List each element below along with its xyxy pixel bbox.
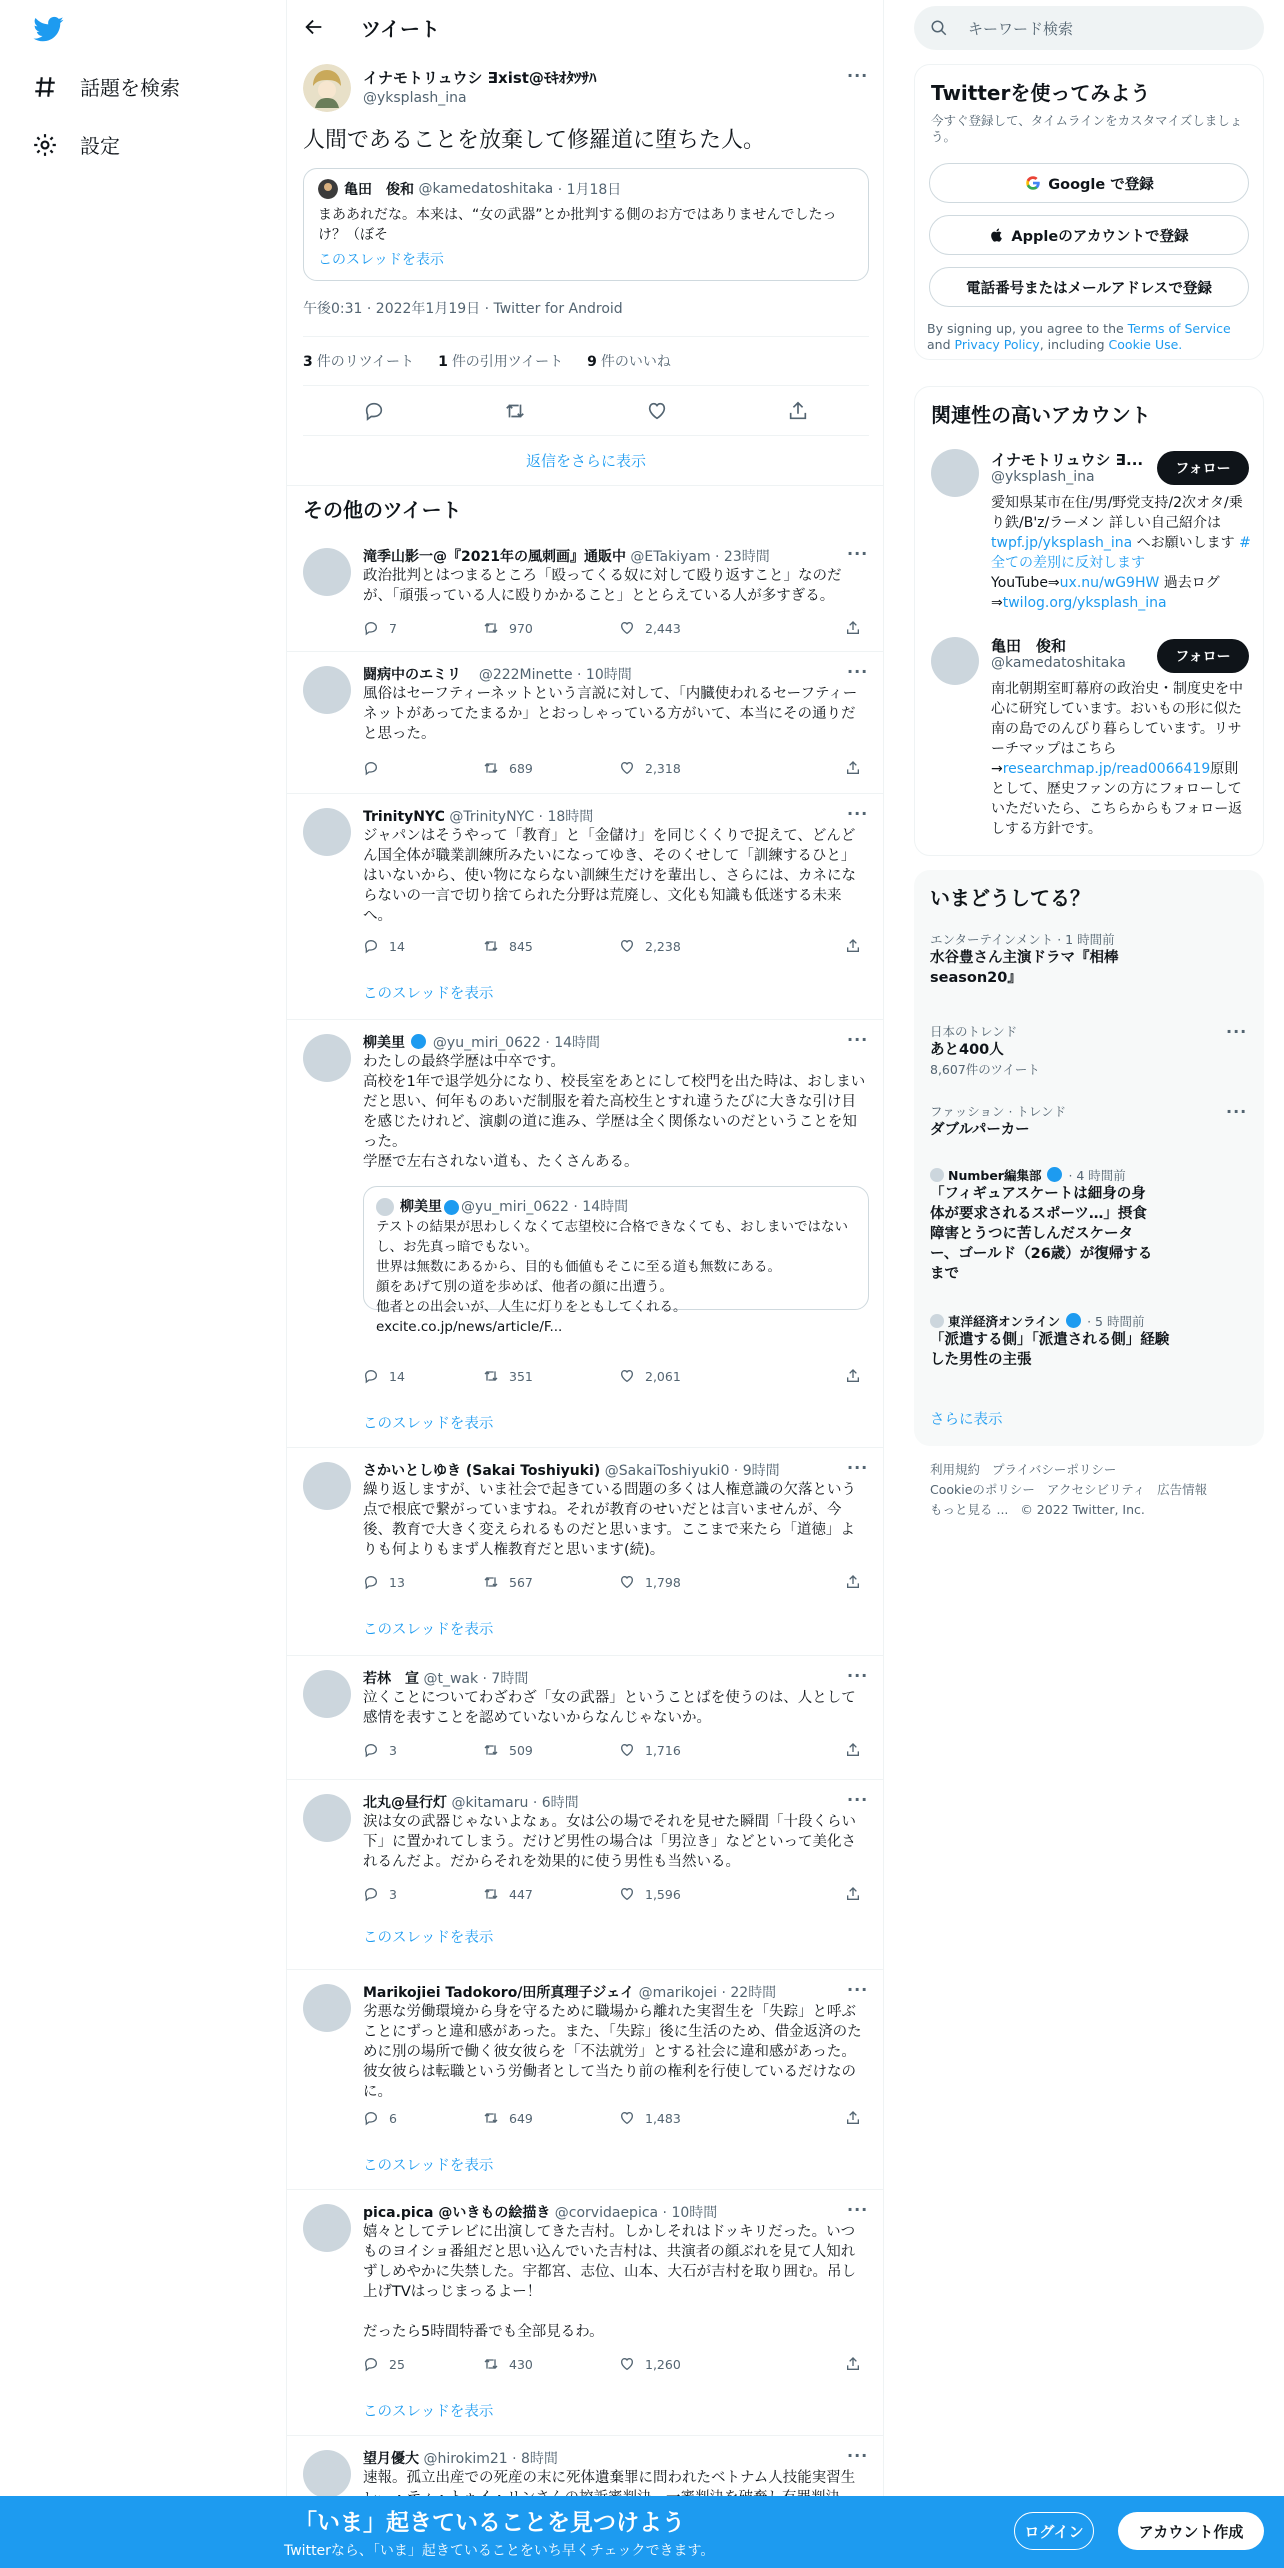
- quote-author-handle: @kamedatoshitaka: [418, 181, 554, 197]
- news-item[interactable]: [930, 1312, 1170, 1370]
- avatar[interactable]: [303, 1034, 351, 1082]
- source-avatar: [930, 1314, 944, 1328]
- show-thread-link[interactable]: このスレッドを表示: [363, 1622, 494, 1638]
- tweet-text: 風俗はセーフティーネットという言説に対して、「内臓使われるセーフティーネットがあってたまるか」とおっしゃっている方がいて、本当にその通りだと思った。: [363, 686, 858, 742]
- share-button[interactable]: [845, 2110, 871, 2126]
- nav-settings[interactable]: [32, 130, 120, 159]
- trends-panel: [914, 870, 1264, 1446]
- footer-link[interactable]: もっと見る ...: [930, 1502, 1009, 1517]
- reply-button[interactable]: [363, 1574, 405, 1590]
- share-icon: [845, 2356, 861, 2372]
- footer-link[interactable]: Cookieのポリシー: [930, 1482, 1035, 1497]
- like-icon: [619, 1574, 635, 1590]
- tweet-text: 速報。孤立出産での死産の末に死体遺棄罪に問われたベトナム人技能実習生: [363, 2470, 856, 2486]
- avatar[interactable]: [303, 1462, 351, 1510]
- google-signup-label: Google で登録: [1048, 176, 1154, 193]
- tweet-text: わたしの最終学歴は中卒です。 高校を1年で退学処分になり、校長室をあとにして校門を出た時は、おしまいだと思い、何年ものあいだ制服を着た高校生とすれ違うたびに大きな引け目を感じたけれど、演劇の道に進み、学歴は全く関係ないのだということを知った。 学歴で左右されない道も、たくさんある。: [363, 1054, 866, 1170]
- retweet-icon: [483, 1574, 499, 1590]
- share-icon: [845, 1886, 861, 1902]
- show-thread-link[interactable]: このスレッドを表示: [363, 2158, 494, 2174]
- like-icon: [619, 1886, 635, 1902]
- reply-icon: [363, 1368, 379, 1384]
- reply-button[interactable]: [363, 2110, 397, 2126]
- verified-badge-icon: [444, 1200, 459, 1215]
- quote-author-name: 亀田 俊和: [344, 182, 414, 198]
- tweet-text: 泣くことについてわざわざ「女の武器」ということばを使うのは、人として感情を表すことを認めていないからなんじゃないか。: [363, 1690, 856, 1726]
- retweet-icon: [483, 1368, 499, 1384]
- quoted-tweet[interactable]: [363, 1186, 869, 1335]
- footer-link[interactable]: 利用規約: [930, 1462, 981, 1477]
- retweet-count: 509: [509, 1742, 533, 1758]
- more-options-icon[interactable]: ···: [847, 1458, 869, 1477]
- reply-button[interactable]: [363, 620, 397, 636]
- trend-count: 8,607件のツイート: [930, 1062, 1040, 1077]
- quote-avatar: [376, 1198, 394, 1216]
- share-icon: [845, 938, 861, 954]
- trend-name: 水谷豊さん主演ドラマ『相棒season20』: [930, 950, 1119, 986]
- reply-icon: [363, 938, 379, 954]
- more-options-icon[interactable]: ···: [847, 66, 869, 85]
- share-icon: [845, 1368, 861, 1384]
- cookie-link[interactable]: Cookie Use.: [1108, 337, 1183, 352]
- share-icon: [845, 760, 861, 776]
- avatar[interactable]: [303, 64, 351, 112]
- retweet-button[interactable]: [483, 620, 533, 636]
- share-icon: [845, 1574, 861, 1590]
- other-tweets-heading: その他のツイート: [303, 498, 462, 522]
- reply-button[interactable]: [363, 1742, 397, 1758]
- account-bio: 南北朝期室町幕府の政治史・制度史を中心に研究しています。おいもの形に似た南の島でのんびり暮らしています。リサーチマップはこちら→researchmap.jp/read0066419原則として、歴史ファンの方にフォローしていただいたら、こちらからもフォロー返しする方針です。: [991, 681, 1243, 837]
- trend-item[interactable]: [930, 1022, 1240, 1078]
- related-accounts-panel: [914, 386, 1264, 856]
- reply-button[interactable]: [363, 1886, 397, 1902]
- show-thread-link[interactable]: このスレッドを表示: [363, 1930, 494, 1946]
- like-icon: [619, 1368, 635, 1384]
- google-signup-button[interactable]: [929, 163, 1249, 203]
- more-options-icon[interactable]: ···: [847, 544, 869, 563]
- tweet-actions: [363, 2110, 803, 2130]
- signup-banner: [0, 2496, 1284, 2568]
- tweet-author-handle: @SakaiToshiyuki0 · 9時間: [604, 1463, 780, 1479]
- tweet-author-name[interactable]: Marikojiei Tadokoro/田所真理子ジェイ: [363, 1985, 635, 2001]
- trend-name: ダブルパーカー: [930, 1122, 1030, 1138]
- avatar[interactable]: [303, 548, 351, 596]
- like-count: 2,238: [645, 938, 681, 954]
- tweet-text: 政治批判とはつまるところ「殴ってくる奴に対して殴り返すこと」なのだが、「頑張っている人に殴りかかること」ととらえている人が多すぎる。: [363, 568, 842, 604]
- like-icon: [619, 760, 635, 776]
- tweet-author-name[interactable]: pica.pica @いきもの絵描き: [363, 2205, 551, 2221]
- reply-icon: [363, 1574, 379, 1590]
- tweet-header: [287, 0, 883, 54]
- retweet-icon: [483, 1886, 499, 1902]
- retweet-button[interactable]: [483, 938, 533, 954]
- gear-icon: [32, 132, 58, 158]
- tweet-actions: [363, 2356, 803, 2376]
- tweet-actions: [303, 386, 869, 436]
- tweet-actions: [363, 1886, 803, 1906]
- quotes-count[interactable]: 1 件の引用ツイート: [438, 354, 564, 370]
- more-options-icon[interactable]: ···: [1226, 1022, 1248, 1041]
- tweet-timestamp[interactable]: 午後0:31 · 2022年1月19日 · Twitter for Android: [303, 301, 623, 317]
- reply-count: 6: [389, 2110, 397, 2126]
- reply-button[interactable]: [363, 1368, 405, 1384]
- twitter-bird-icon[interactable]: [32, 14, 66, 44]
- trend-category: 日本のトレンド: [930, 1024, 1018, 1039]
- share-icon[interactable]: [787, 400, 809, 422]
- tweet-author-name[interactable]: 闘病中のエミリ: [363, 667, 461, 683]
- news-item[interactable]: [930, 1166, 1160, 1284]
- reply-count: 13: [389, 1574, 405, 1590]
- trend-name: あと400人: [930, 1042, 1004, 1058]
- like-icon: [619, 620, 635, 636]
- footer-link[interactable]: プライバシーポリシー: [991, 1462, 1117, 1477]
- retweet-count: 430: [509, 2356, 533, 2372]
- reply-count: 3: [389, 1886, 397, 1902]
- reply-count: 7: [389, 620, 397, 636]
- tweet-actions: [363, 1368, 803, 1388]
- more-options-icon[interactable]: ···: [1226, 1102, 1248, 1121]
- like-count: 2,443: [645, 620, 681, 636]
- bio-hashtag[interactable]: #全ての差別に反対します: [991, 535, 1251, 571]
- show-more-trends-link[interactable]: さらに表示: [930, 1412, 1003, 1428]
- reply-count: 14: [389, 1368, 405, 1384]
- retweet-count: 649: [509, 2110, 533, 2126]
- related-accounts-title: 関連性の高いアカウント: [931, 403, 1151, 427]
- follow-button[interactable]: フォロー: [1157, 639, 1249, 673]
- retweet-icon: [483, 2356, 499, 2372]
- tweet-item[interactable]: [287, 1020, 884, 1448]
- share-icon: [845, 1742, 861, 1758]
- like-button[interactable]: [619, 938, 681, 954]
- trend-category: ファッション · トレンド: [930, 1104, 1067, 1119]
- tweet-author-handle: @222Minette · 10時間: [478, 667, 632, 683]
- tweet-text: 劣悪な労働環境から身を守るために職場から離れた実習生を「失踪」と呼ぶことにずっと違和感があった。また、「失踪」後に生活のため、借金返済のために別の場所で働く彼女彼らを「不法就労」とする社会に違和感があった。彼女彼らは転職という労働者として当たり前の権利を行使しているだけなのに。: [363, 2004, 862, 2100]
- reply-count: 3: [389, 1742, 397, 1758]
- avatar[interactable]: [931, 449, 979, 497]
- avatar[interactable]: [303, 808, 351, 856]
- like-count: 1,483: [645, 2110, 681, 2126]
- reply-icon: [363, 1886, 379, 1902]
- avatar[interactable]: [303, 1670, 351, 1718]
- like-count: 1,260: [645, 2356, 681, 2372]
- like-icon[interactable]: [646, 400, 668, 422]
- avatar[interactable]: [303, 2450, 351, 2498]
- bio-link[interactable]: ux.nu/wG9HW: [1059, 575, 1160, 591]
- trend-item[interactable]: [930, 930, 1240, 988]
- share-icon: [845, 2110, 861, 2126]
- retweet-count: 351: [509, 1368, 533, 1384]
- tweet-item[interactable]: [287, 2190, 884, 2436]
- tweet-author-handle: @marikojei · 22時間: [638, 1985, 777, 2001]
- main-tweet-author[interactable]: [303, 64, 596, 112]
- tweet-text: 涙は女の武器じゃないよなぁ。女は公の場でそれを見せた瞬間「十段くらい下」に置かれてしまう。だけど男性の場合は「男泣き」などといって美化されるんだよ。だからそれを効果的に使う男性も当然いる。: [363, 1814, 856, 1870]
- more-options-icon[interactable]: ···: [847, 1666, 869, 1685]
- search-icon: [930, 19, 948, 37]
- quote-date: · 1月18日: [557, 182, 622, 198]
- quote-thread-link[interactable]: このスレッドを表示: [318, 252, 444, 268]
- retweet-count: 689: [509, 760, 533, 776]
- tweet-item[interactable]: [287, 652, 884, 794]
- like-button[interactable]: [619, 1574, 681, 1590]
- account-handle: @yksplash_ina: [991, 469, 1095, 485]
- apple-signup-button[interactable]: [929, 215, 1249, 255]
- signup-title: Twitterを使ってみよう: [931, 81, 1151, 105]
- like-count: 2,061: [645, 1368, 681, 1384]
- avatar[interactable]: [303, 1794, 351, 1842]
- reply-button[interactable]: [363, 760, 389, 776]
- retweet-button[interactable]: [483, 2110, 533, 2126]
- retweet-count: 970: [509, 620, 533, 636]
- search-input[interactable]: キーワード検索: [968, 19, 1074, 38]
- retweet-count: 447: [509, 1886, 533, 1902]
- avatar[interactable]: [303, 2204, 351, 2252]
- share-icon: [845, 620, 861, 636]
- retweet-button[interactable]: [483, 2356, 533, 2372]
- like-icon: [619, 938, 635, 954]
- tweet-author-handle: @t_wak · 7時間: [423, 1671, 529, 1687]
- retweets-count[interactable]: 3 件のリツイート: [303, 354, 415, 370]
- quote-author-handle: @yu_miri_0622 · 14時間: [461, 1199, 629, 1215]
- like-count: 1,596: [645, 1886, 681, 1902]
- tweet-author-name[interactable]: 柳美里: [363, 1035, 405, 1051]
- retweet-count: 567: [509, 1574, 533, 1590]
- quote-text: テストの結果が思わしくなくて志望校に合格できなくても、おしまいではないし、お先真っ暗でもない。 世界は無数にあるから、目的も価値もそこに至る道も無数にある。 顔をあげて別の道を歩めば、他者の顔に出遭う。 他者との出会いが、人生に灯りをともしてくれる。 excite.co.jp/news/article/F...: [376, 1219, 848, 1335]
- tweet-text: 嬉々としてテレビに出演してきた吉村。しかしそれはドッキリだった。いつものヨイショ番組だと思い込んでいた吉村は、共演者の顔ぶれを見て人知れずしめやかに失禁した。宇都宮、志位、山本、大石が吉村を取り囲む。吊し上げTVはっじまっるよー！ だったら5時間特番でも全部見るわ。: [363, 2224, 856, 2340]
- news-source: Number編集部 · 4 時間前: [930, 1166, 1160, 1184]
- footer-links: [930, 1460, 1250, 1520]
- search-bar[interactable]: [914, 6, 1264, 50]
- tweet-stats: [303, 336, 869, 386]
- quote-text: まああれだな。本来は、“女の武器”とか批判する側のお方ではありませんでしたっけ？（ぼそ: [318, 207, 837, 243]
- tweet-actions: [363, 1574, 803, 1594]
- share-button[interactable]: [845, 760, 871, 776]
- trend-category: エンターテインメント · 1 時間前: [930, 932, 1115, 947]
- reply-icon: [363, 2110, 379, 2126]
- tweet-author-handle: @ETakiyam · 23時間: [630, 549, 770, 565]
- create-account-button[interactable]: アカウント作成: [1118, 2512, 1264, 2550]
- google-icon: [1024, 174, 1042, 192]
- avatar[interactable]: [303, 1984, 351, 2032]
- retweet-count: 845: [509, 938, 533, 954]
- reply-button[interactable]: [363, 2356, 405, 2372]
- retweet-button[interactable]: [483, 1742, 533, 1758]
- tweet-item[interactable]: [287, 1656, 884, 1780]
- show-more-replies-link[interactable]: 返信をさらに表示: [287, 436, 884, 486]
- more-options-icon[interactable]: ···: [847, 804, 869, 823]
- like-icon: [619, 2356, 635, 2372]
- tweet-actions: [363, 760, 803, 780]
- retweet-icon: [483, 938, 499, 954]
- like-button[interactable]: [619, 620, 681, 636]
- reply-icon: [363, 1742, 379, 1758]
- nav-explore-label: 話題を検索: [80, 76, 180, 100]
- trends-title: いまどうしてる？: [930, 886, 1090, 910]
- signup-terms: By signing up, you agree to the Terms of Service and Privacy Policy, including Cookie Use.: [927, 321, 1231, 352]
- login-button[interactable]: ログイン: [1014, 2512, 1094, 2550]
- tweet-author-handle: @hirokim21 · 8時間: [423, 2451, 558, 2467]
- tweet-author-name[interactable]: 若林 宣: [363, 1671, 419, 1687]
- retweet-button[interactable]: [483, 1886, 533, 1902]
- author-handle: @yksplash_ina: [363, 90, 467, 106]
- like-button[interactable]: [619, 760, 681, 776]
- account-name[interactable]: 亀田 俊和: [991, 637, 1067, 655]
- retweet-button[interactable]: [483, 760, 533, 776]
- tweet-author-handle: @TrinityNYC · 18時間: [449, 809, 594, 825]
- trend-item[interactable]: [930, 1102, 1240, 1140]
- retweet-button[interactable]: [483, 1574, 533, 1590]
- phone-email-signup-button[interactable]: [929, 267, 1249, 307]
- footer-link[interactable]: 広告情報: [1157, 1482, 1208, 1497]
- share-button[interactable]: [845, 1574, 871, 1590]
- tweet-item[interactable]: [287, 1970, 884, 2190]
- page-title: ツイート: [361, 16, 440, 41]
- quoted-tweet[interactable]: [303, 168, 869, 281]
- retweet-icon[interactable]: [504, 400, 526, 422]
- privacy-link[interactable]: Privacy Policy: [954, 337, 1040, 352]
- share-button[interactable]: [845, 2356, 871, 2372]
- like-button[interactable]: [619, 1742, 681, 1758]
- signup-subtitle: 今すぐ登録して、タイムラインをカスタマイズしましょう。: [931, 113, 1243, 144]
- like-icon: [619, 2110, 635, 2126]
- tweet-author-name[interactable]: TrinityNYC: [363, 809, 445, 825]
- account-bio: 愛知県某市在住/男/野党支持/2次オタ/乗り鉄/B'z/ラーメン 詳しい自己紹介は twpf.jp/yksplash_ina へお願いします #全ての差別に反対します YouTube⇒ux.nu/wG9HW 過去ログ⇒twilog.org/yksplash_ina: [991, 495, 1251, 611]
- tweet-author-handle: @yu_miri_0622 · 14時間: [432, 1035, 601, 1051]
- tweet-item[interactable]: [287, 794, 884, 1020]
- tweet-author-name[interactable]: 滝季山影一@『2021年の風刺画』通販中: [363, 549, 626, 565]
- left-nav: [0, 0, 285, 2568]
- hashtag-icon: [32, 74, 58, 100]
- like-count: 1,798: [645, 1574, 681, 1590]
- like-count: 1,716: [645, 1742, 681, 1758]
- share-button[interactable]: [845, 938, 871, 954]
- like-button[interactable]: [619, 1886, 681, 1902]
- tweet-actions: [363, 620, 803, 640]
- show-thread-link[interactable]: このスレッドを表示: [363, 1416, 494, 1432]
- tweet-item[interactable]: [287, 534, 884, 652]
- banner-title: 「いま」起きていることを見つけよう: [294, 2510, 685, 2536]
- avatar[interactable]: [303, 666, 351, 714]
- like-button[interactable]: [619, 1368, 681, 1384]
- main-column: [286, 0, 884, 2568]
- retweet-icon: [483, 2110, 499, 2126]
- apple-icon: [989, 227, 1005, 243]
- reply-button[interactable]: [363, 938, 405, 954]
- reply-icon: [363, 2356, 379, 2372]
- bio-link[interactable]: twpf.jp/yksplash_ina: [991, 535, 1133, 551]
- news-source: 東洋経済オンライン · 5 時間前: [930, 1312, 1170, 1330]
- reply-count: 25: [389, 2356, 405, 2372]
- terms-link[interactable]: Terms of Service: [1127, 321, 1231, 336]
- banner-subtitle: Twitterなら、「いま」起きていることをいち早くチェックできます。: [284, 2543, 715, 2559]
- more-options-icon[interactable]: ···: [847, 2200, 869, 2219]
- tweet-text: ジャパンはそうやって「教育」と「金儲け」を同じくくりで捉えて、どんどん国全体が職業訓練所みたいになってゆき、そのくせして「訓練するひと」はいないから、使い物にならない訓練生だけを輩出し、さらには、カネにならないの一言で切り捨てられた分野は荒廃し、文化も知識も低迷する未来へ。: [363, 828, 856, 924]
- verified-badge-icon: [1066, 1313, 1081, 1328]
- share-button[interactable]: [845, 1886, 871, 1902]
- tweet-actions: [363, 938, 803, 958]
- more-options-icon[interactable]: ···: [847, 662, 869, 681]
- like-button[interactable]: [619, 2110, 681, 2126]
- retweet-button[interactable]: [483, 1368, 533, 1384]
- tweet-item[interactable]: [287, 1448, 884, 1656]
- tweet-actions: [363, 1742, 803, 1762]
- quote-avatar: [318, 179, 338, 199]
- account-name[interactable]: イナモトリュウシ ∃...: [991, 451, 1144, 469]
- retweet-icon: [483, 1742, 499, 1758]
- quote-author-name: 柳美里: [400, 1199, 442, 1215]
- like-button[interactable]: [619, 2356, 681, 2372]
- copyright: © 2022 Twitter, Inc.: [1020, 1502, 1145, 1517]
- tweet-author-handle: @corvidaepica · 10時間: [554, 2205, 718, 2221]
- tweet-text: 繰り返しますが、いま社会で起きている問題の多くは人権意識の欠落という点で根底で繋がっていますね。それが教育のせいだとは言いませんが、今後、教育で大きく変えられるものだと思います。ここまで来たら「道徳」よりも何よりもまず人権教育だと思います(続)。: [363, 1482, 856, 1558]
- tweet-item[interactable]: [287, 1780, 884, 1970]
- more-options-icon[interactable]: ···: [847, 1790, 869, 1809]
- more-options-icon[interactable]: ···: [847, 1980, 869, 1999]
- likes-count[interactable]: 9 件のいいね: [587, 354, 671, 370]
- tweet-author-name[interactable]: 望月優大: [363, 2451, 419, 2467]
- reply-icon: [363, 760, 379, 776]
- share-button[interactable]: [845, 1368, 871, 1384]
- share-button[interactable]: [845, 1742, 871, 1758]
- retweet-icon: [483, 760, 499, 776]
- share-button[interactable]: [845, 620, 871, 636]
- verified-badge-icon: [1047, 1167, 1062, 1182]
- apple-signup-label: Appleのアカウントで登録: [1011, 228, 1189, 245]
- retweet-icon: [483, 620, 499, 636]
- main-tweet-text: 人間であることを放棄して修羅道に堕ちた人。: [303, 128, 766, 153]
- reply-icon: [363, 620, 379, 636]
- nav-settings-label: 設定: [80, 134, 120, 158]
- signup-panel: [914, 64, 1264, 360]
- news-headline: 「派遣する側」「派遣される側」経験した男性の主張: [930, 1332, 1170, 1368]
- tweet-author-name[interactable]: 北丸@昼行灯: [363, 1795, 447, 1811]
- footer-link[interactable]: アクセシビリティ: [1046, 1482, 1146, 1497]
- show-thread-link[interactable]: このスレッドを表示: [363, 2404, 494, 2420]
- back-arrow-icon[interactable]: [303, 16, 325, 38]
- more-options-icon[interactable]: ···: [847, 2446, 869, 2465]
- author-name[interactable]: イナモトリュウシ ∃xist@ﾓｷｵﾀﾂｻﾊ: [363, 69, 597, 87]
- bio-link[interactable]: researchmap.jp/read0066419: [1002, 761, 1211, 777]
- source-avatar: [930, 1168, 944, 1182]
- show-thread-link[interactable]: このスレッドを表示: [363, 986, 494, 1002]
- verified-badge-icon: [411, 1034, 426, 1049]
- reply-icon[interactable]: [363, 400, 385, 422]
- avatar[interactable]: [931, 637, 979, 685]
- like-count: 2,318: [645, 760, 681, 776]
- phone-email-signup-label: 電話番号またはメールアドレスで登録: [966, 280, 1212, 297]
- like-icon: [619, 1742, 635, 1758]
- follow-button[interactable]: フォロー: [1157, 451, 1249, 485]
- tweet-author-name[interactable]: さかいとしゆき (Sakai Toshiyuki): [363, 1463, 601, 1479]
- reply-count: 14: [389, 938, 405, 954]
- nav-explore[interactable]: [32, 72, 180, 101]
- bio-link[interactable]: twilog.org/yksplash_ina: [1002, 595, 1167, 611]
- news-headline: 「フィギュアスケートは細身の身体が要求されるスポーツ…」摂食障害とうつに苦しんだスケーター、ゴールド（26歳）が復帰するまで: [930, 1186, 1153, 1282]
- account-handle: @kamedatoshitaka: [991, 655, 1126, 671]
- more-options-icon[interactable]: ···: [847, 1030, 869, 1049]
- tweet-author-handle: @kitamaru · 6時間: [451, 1795, 579, 1811]
